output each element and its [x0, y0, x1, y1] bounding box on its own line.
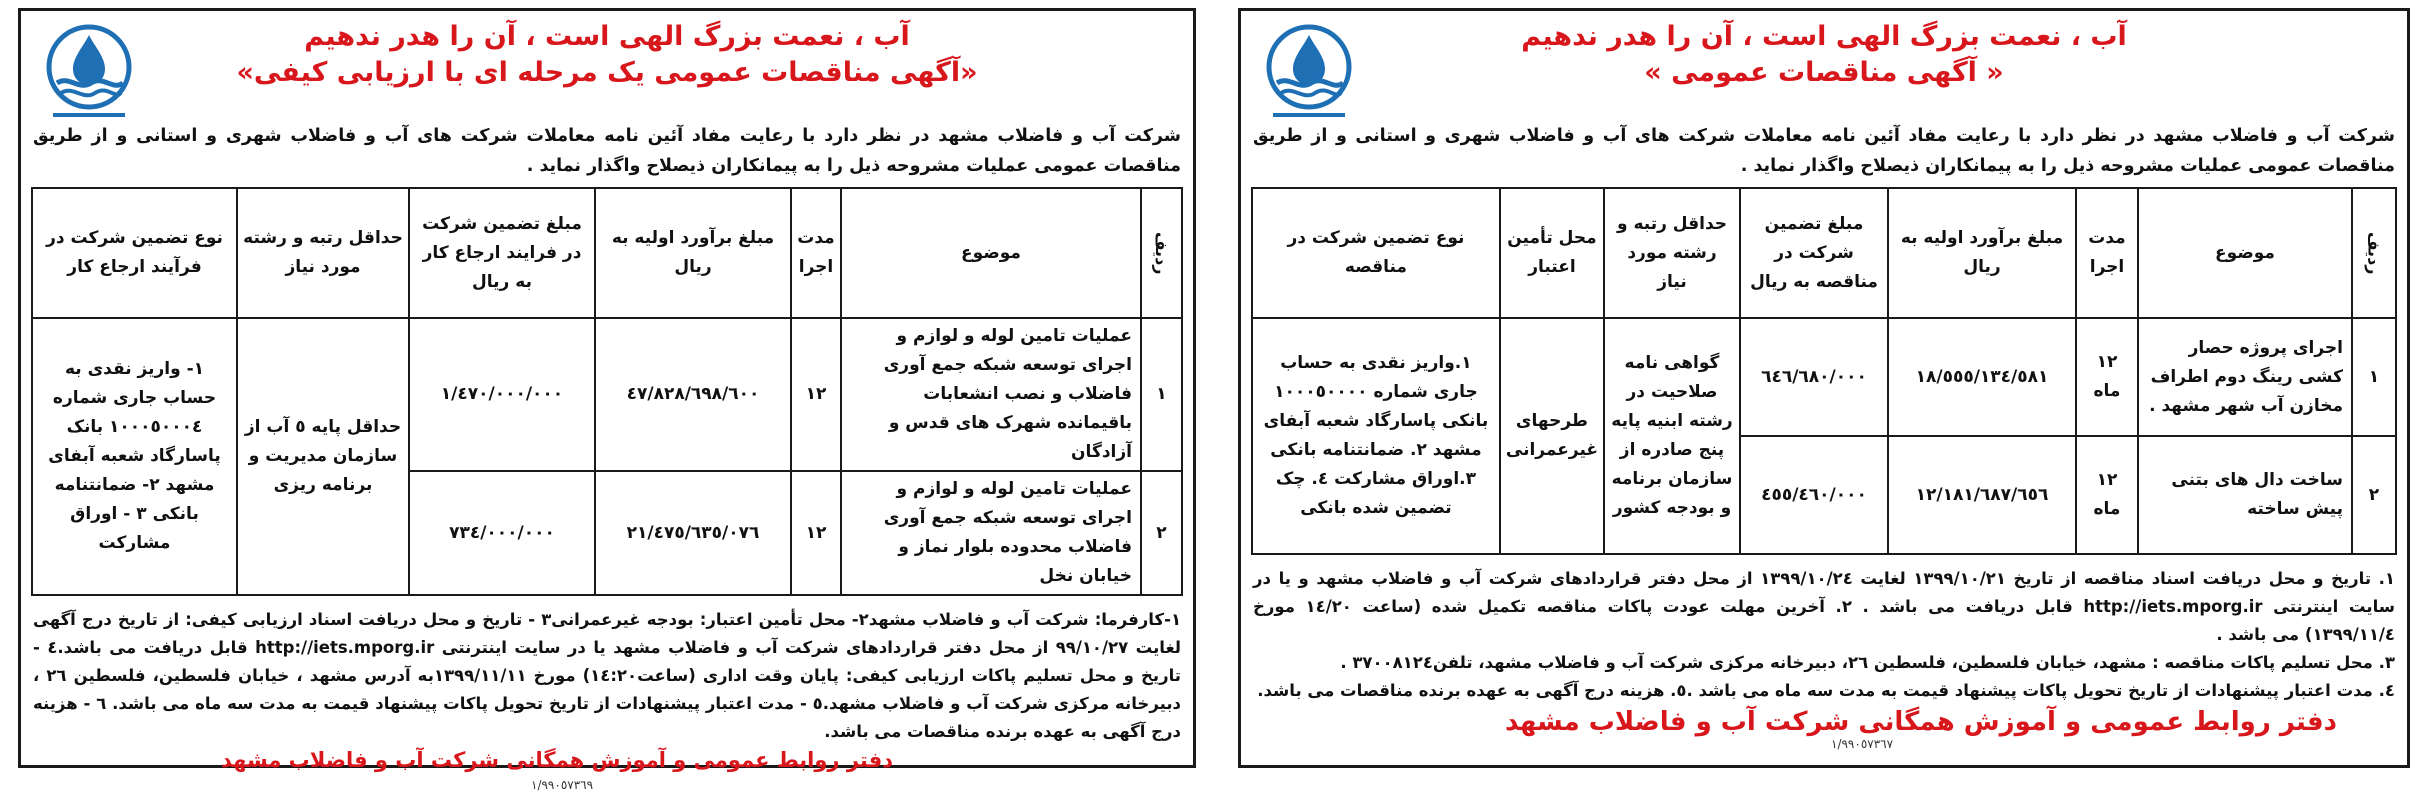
col-grade: حداقل رتبه و رشته مورد نیاز — [237, 188, 409, 318]
col-duration: مدت اجرا — [791, 188, 841, 318]
ad-header — [1251, 19, 2397, 111]
signature: دفتر روابط عمومی و آموزش همگانی شرکت آب و فاضلاب مشهد — [1504, 707, 2337, 737]
col-duration: مدت اجرا — [2076, 188, 2138, 318]
cell-estimate: ٤٧/٨٢٨/٦٩٨/٦٠٠ — [595, 318, 791, 471]
ad-notes — [1251, 565, 2397, 705]
col-row-no: ردیف — [2352, 188, 2396, 318]
ad-header — [31, 19, 1183, 111]
signature: دفتر روابط عمومی و آموزش همگانی شرکت آب و فاضلاب مشهد — [220, 748, 893, 772]
col-funding: محل تأمین اعتبار — [1500, 188, 1604, 318]
cell-guarantee: ١/٤٧٠/٠٠٠/٠٠٠ — [409, 318, 595, 471]
tender-ad-general — [1238, 8, 2410, 768]
note-line: ١-کارفرما: شرکت آب و فاضلاب مشهد٢- محل تأمین اعتبار: بودجه غیرعمرانی٣ - تاریخ و محل دریافت اسناد ارزیابی کیفی: از تاریخ درج آگهی لغایت ٩٩/١٠/٢٧ از محل دفتر قراردادهای شرکت آب و فاضلاب مشهد یا در سایت اینترنتی http://iets.mporg.ir قابل دریافت می باشد.٤ - تاریخ و محل تسلیم پاکات ارزیابی کیفی: پایان وقت اداری (ساعت١٤:٢٠) مورخ ١٣٩٩/١١/١١به آدرس مشهد ، خیابان فلسطین، فلسطین ٢٦ ، دبیرخانه مرکزی شرکت آب و فاضلاب مشهد.٥ - مدت اعتبار پیشنهادات از تاریخ تحویل پاکات پیشنهاد قیمت به مدت سه ماه می باشد. ٦ - هزینه درج آگهی به عهده برنده مناقصات می باشد. — [33, 610, 1182, 741]
cell-estimate: ١٨/٥٥٥/١٣٤/٥٨١ — [1888, 318, 2076, 436]
water-company-logo-icon — [1259, 21, 1359, 127]
cell-guarantee: ٦٤٦/٦٨٠/٠٠٠ — [1740, 318, 1888, 436]
cell-topic: ساخت دال های بتنی پیش ساخته — [2138, 436, 2352, 554]
table-header-row — [32, 188, 1182, 318]
col-guarantee-type: نوع تضمین شرکت در مناقصه — [1252, 188, 1500, 318]
ad-headline: «آگهی مناقصات عمومی یک مرحله ای با ارزیابی کیفی» — [236, 57, 978, 88]
cell-row-no: ٢ — [1141, 471, 1182, 595]
tender-table — [1251, 187, 2397, 555]
cell-guarantee: ٤٥٥/٤٦٠/٠٠٠ — [1740, 436, 1888, 554]
cell-duration: ١٢ ماه — [2076, 318, 2138, 436]
cell-duration: ١٢ — [791, 318, 841, 471]
slogan: آب ، نعمت بزرگ الهی است ، آن را هدر ندهیم — [1521, 21, 2127, 52]
slogan: آب ، نعمت بزرگ الهی است ، آن را هدر ندهیم — [304, 21, 910, 52]
cell-guarantee: ٧٣٤/٠٠٠/٠٠٠ — [409, 471, 595, 595]
col-estimate: مبلغ برآورد اولیه به ریال — [595, 188, 791, 318]
cell-row-no: ٢ — [2352, 436, 2396, 554]
ad-code: ١/٩٩٠٥٧٣٦٩ — [531, 778, 594, 792]
ad-notes — [31, 606, 1183, 746]
ad-footer — [1251, 707, 2397, 751]
tender-table — [31, 187, 1183, 596]
cell-duration: ١٢ ماه — [2076, 436, 2138, 554]
cell-topic: عملیات تامین لوله و لوازم و اجرای توسعه شبکه جمع آوری فاضلاب و نصب انشعابات باقیمانده شهرک های قدس و آزادگان — [841, 318, 1141, 471]
table-row — [32, 318, 1182, 471]
table-header-row — [1252, 188, 2396, 318]
tender-ad-quality — [18, 8, 1196, 792]
cell-row-no: ١ — [2352, 318, 2396, 436]
ad-code: ١/٩٩٠٥٧٣٦٧ — [1831, 737, 1894, 751]
cell-guarantee-type: ١.واریز نقدی به حساب جاری شماره ١٠٠٠٥٠٠٠٠ بانکی پاسارگاد شعبه آبفای مشهد ٢. ضمانتنامه بانکی ٣.اوراق مشارکت ٤. چک تضمین شده بانکی — [1252, 318, 1500, 554]
cell-row-no: ١ — [1141, 318, 1182, 471]
col-topic: موضوع — [841, 188, 1141, 318]
note-line: ١. تاریخ و محل دریافت اسناد مناقصه از تاریخ ١٣٩٩/١٠/٢١ لغایت ١٣٩٩/١٠/٢٤ از محل دفتر قراردادهای شرکت آب و فاضلاب مشهد و یا در سایت اینترنتی http://iets.mporg.ir قابل دریافت می باشد . ٢. آخرین مهلت عودت پاکات مناقصه تکمیل شده (ساعت ١٤/٢٠ مورخ ١٣٩٩/١١/٤) می باشد . — [1253, 569, 2395, 644]
col-guarantee: مبلغ تضمین شرکت در مناقصه به ریال — [1740, 188, 1888, 318]
cell-grade: حداقل پایه ٥ آب از سازمان مدیریت و برنامه ریزی — [237, 318, 409, 595]
cell-duration: ١٢ — [791, 471, 841, 595]
col-guarantee-type: نوع تضمین شرکت در فرآیند ارجاع کار — [32, 188, 237, 318]
cell-guarantee-type: ١- واریز نقدی به حساب جاری شماره ١٠٠٠٥٠٠٠٤ بانک پاسارگاد شعبه آبفای مشهد ٢- ضمانتنامه بانکی ٣ - اوراق مشارکت — [32, 318, 237, 595]
cell-topic: عملیات تامین لوله و لوازم و اجرای توسعه شبکه جمع آوری فاضلاب محدوده بلوار نماز و خیابان نخل — [841, 471, 1141, 595]
table-row — [1252, 318, 2396, 436]
cell-grade: گواهی نامه صلاحیت در رشته ابنیه پایه پنج صادره از سازمان برنامه و بودجه کشور — [1604, 318, 1740, 554]
note-line: ٤. مدت اعتبار پیشنهادات از تاریخ تحویل پاکات پیشنهاد قیمت به مدت سه ماه می باشد .٥. هزینه درج آگهی به عهده برنده مناقصات می باشد. — [1257, 681, 2395, 700]
cell-estimate: ١٢/١٨١/٦٨٧/٦٥٦ — [1888, 436, 2076, 554]
note-line: ٣. محل تسلیم پاکات مناقصه : مشهد، خیابان فلسطین، فلسطین ٢٦، دبیرخانه مرکزی شرکت آب و فاضلاب مشهد، تلفن٣٧٠٠٨١٢٤ . — [1340, 653, 2395, 672]
col-row-no: ردیف — [1141, 188, 1182, 318]
water-company-logo-icon — [39, 21, 139, 127]
col-topic: موضوع — [2138, 188, 2352, 318]
ad-intro: شرکت آب و فاضلاب مشهد در نظر دارد با رعایت مفاد آئین نامه معاملات شرکت های آب و فاضلاب شهری و استانی و از طریق مناقصات عمومی عملیات مشروحه ذیل را به پیمانکاران ذیصلاح واگذار نماید . — [1253, 126, 2395, 176]
col-guarantee: مبلغ تضمین شرکت در فرایند ارجاع کار به ریال — [409, 188, 595, 318]
ad-intro: شرکت آب و فاضلاب مشهد در نظر دارد با رعایت مفاد آئین نامه معاملات شرکت های آب و فاضلاب شهری و استانی و از طریق مناقصات عمومی عملیات مشروحه ذیل را به پیمانکاران ذیصلاح واگذار نماید . — [33, 126, 1181, 176]
cell-estimate: ٢١/٤٧٥/٦٣٥/٠٧٦ — [595, 471, 791, 595]
ad-headline: « آگهی مناقصات عمومی » — [1644, 57, 2004, 88]
ad-footer — [31, 748, 1183, 792]
col-estimate: مبلغ برآورد اولیه به ریال — [1888, 188, 2076, 318]
col-grade: حداقل رتبه و رشته مورد نیاز — [1604, 188, 1740, 318]
cell-funding: طرحهای غیرعمرانی — [1500, 318, 1604, 554]
cell-topic: اجرای پروژه حصار کشی رینگ دوم اطراف مخازن آب شهر مشهد . — [2138, 318, 2352, 436]
